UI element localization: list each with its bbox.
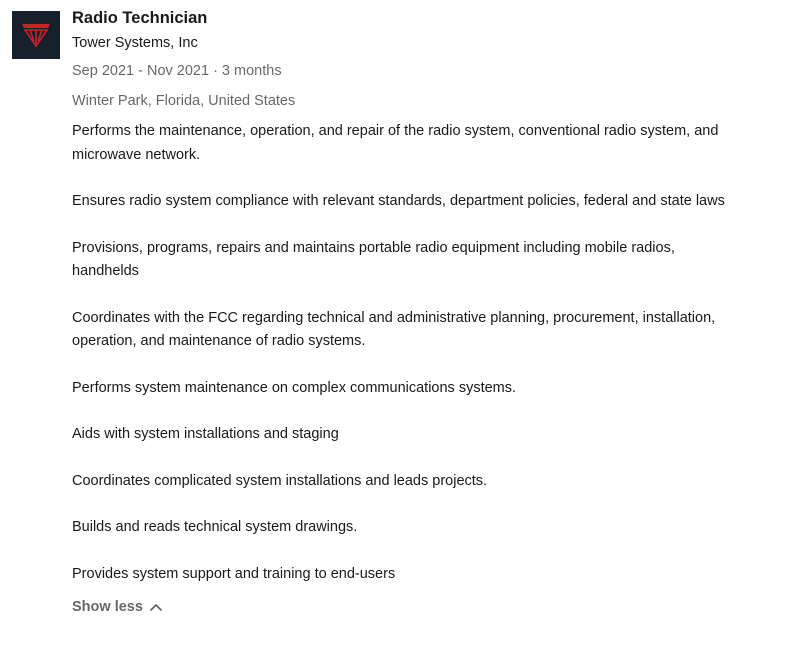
job-location: Winter Park, Florida, United States — [72, 93, 296, 109]
company-logo-icon — [21, 22, 51, 48]
show-less-button[interactable] — [72, 597, 163, 617]
company-logo[interactable] — [12, 11, 60, 59]
description-paragraph: Aids with system installations and staging — [72, 426, 339, 442]
description-paragraph: Coordinates with the FCC regarding technical and administrative planning, procurement, installation, operation, and maintenance of radio systems. — [72, 309, 716, 349]
chevron-up-icon — [149, 600, 163, 614]
job-description — [72, 120, 772, 586]
show-less-label: Show less — [72, 599, 143, 615]
description-paragraph: Performs system maintenance on complex communications systems. — [72, 379, 517, 396]
description-paragraph: Builds and reads technical system drawings. — [72, 519, 358, 535]
description-paragraph: Ensures radio system compliance with relevant standards, department policies, federal and state laws — [72, 193, 725, 209]
experience-details — [72, 7, 772, 617]
employment-dates: Sep 2021 - Nov 2021 · 3 months — [72, 63, 282, 79]
description-paragraph: Provides system support and training to end-users — [72, 565, 396, 582]
job-title: Radio Technician — [72, 9, 208, 27]
description-paragraph: Coordinates complicated system installations and leads projects. — [72, 472, 488, 489]
company-name[interactable]: Tower Systems, Inc — [72, 35, 198, 51]
description-paragraph: Provisions, programs, repairs and maintains portable radio equipment including mobile radios, handhelds — [72, 239, 675, 279]
description-paragraph: Performs the maintenance, operation, and repair of the radio system, conventional radio system, and microwave network. — [72, 123, 719, 163]
